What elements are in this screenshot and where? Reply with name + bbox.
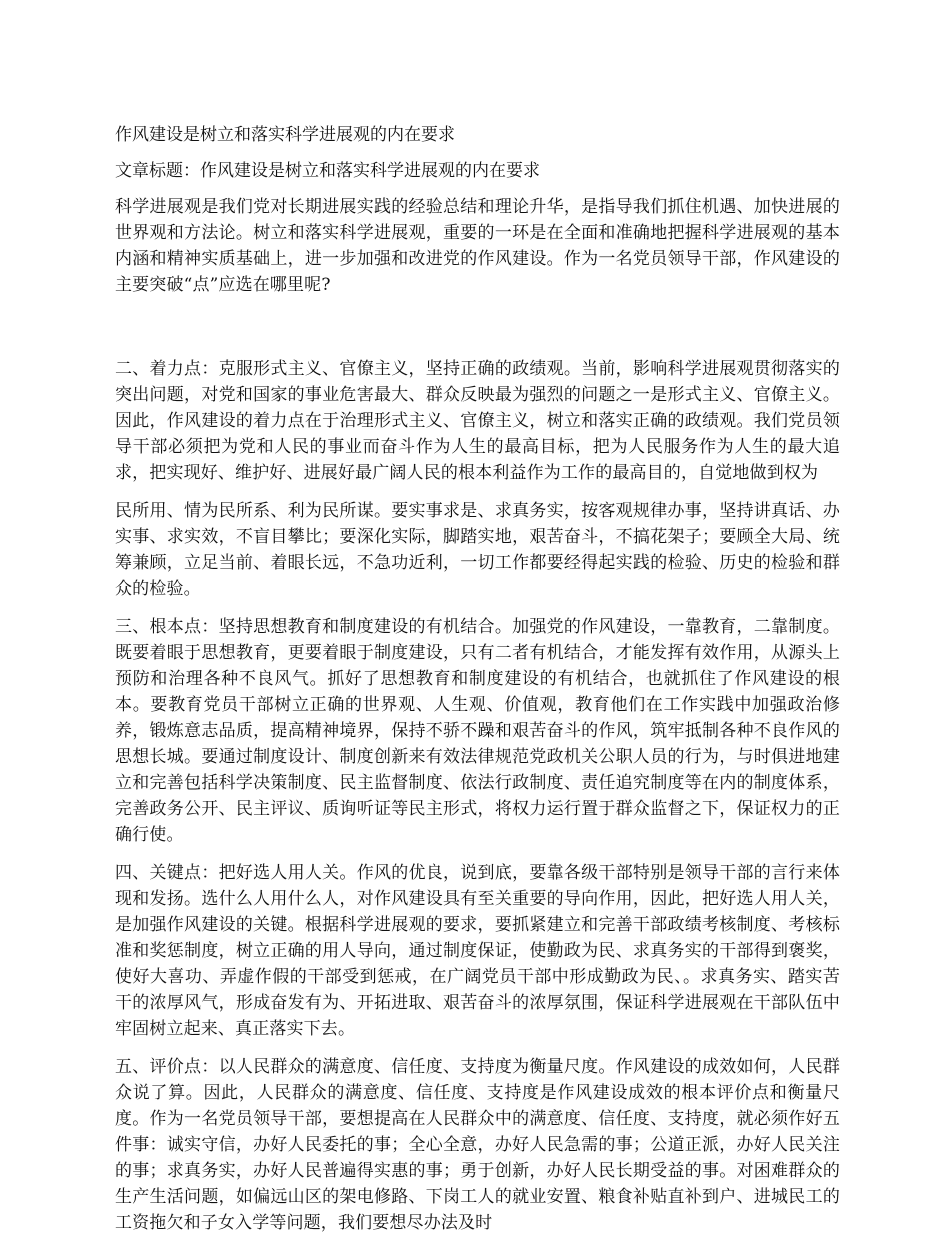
article-title: 文章标题：作风建设是树立和落实科学进展观的内在要求 [115, 161, 540, 181]
section-two-paragraph: 二、着力点：克服形式主义、官僚主义，坚持正确的政绩观。当前，影响科学进展观贯彻落实的突出问题，对党和国家的事业危害最大、群众反映最为强烈的问题之一是形式主义、官僚主义。因此，作风建设的着力点在于治理形式主义、官僚主义，树立和落实正确的政绩观。我们党员领导干部必须把为党和人民的事业而奋斗作为人生的最高目标，把为人民服务作为人生的最大追求，把实现好、维护好、进展好最广阔人民的根本利益作为工作的最高目的，自觉地做到权为 [115, 359, 840, 483]
intro-paragraph: 科学进展观是我们党对长期进展实践的经验总结和理论升华，是指导我们抓住机遇、加快进展的世界观和方法论。树立和落实科学进展观，重要的一环是在全面和准确地把握科学进展观的基本内涵和精神实质基础上，进一步加强和改进党的作风建设。作为一名党员领导干部，作风建设的主要突破“点”应选在哪里呢? [115, 197, 840, 295]
section-four-paragraph: 四、关键点：把好选人用人关。作风的优良，说到底，要靠各级干部特别是领导干部的言行来体现和发扬。选什么人用什么人，对作风建设具有至关重要的导向作用，因此，把好选人用人关，是加强作风建设的关键。根据科学进展观的要求，要抓紧建立和完善干部政绩考核制度、考核标准和奖惩制度，树立正确的用人导向，通过制度保证，使勤政为民、求真务实的干部得到褒奖，使好大喜功、弄虚作假的干部受到惩戒，在广阔党员干部中形成勤政为民、。求真务实、踏实苦干的浓厚风气，形成奋发有为、开拓进取、艰苦奋斗的浓厚氛围，保证科学进展观在干部队伍中牢固树立起来、真正落实下去。 [115, 863, 840, 1039]
section-five-paragraph: 五、评价点：以人民群众的满意度、信任度、支持度为衡量尺度。作风建设的成效如何，人民群众说了算。因此，人民群众的满意度、信任度、支持度是作风建设成效的根本评价点和衡量尺度。作为一名党员领导干部，要想提高在人民群众中的满意度、信任度、支持度，就必须作好五件事：诚实守信，办好人民委托的事；全心全意，办好人民急需的事；公道正派，办好人民关注的事；求真务实，办好人民普遍得实惠的事；勇于创新，办好人民长期受益的事。对困难群众的生产生活问题，如偏远山区的架电修路、下岗工人的就业安置、粮食补贴直补到户、进城民工的工资拖欠和子女入学等问题，我们要想尽办法及时 [115, 1057, 840, 1233]
section-three-paragraph: 三、根本点：坚持思想教育和制度建设的有机结合。加强党的作风建设，一靠教育，二靠制度。既要着眼于思想教育，更要着眼于制度建设，只有二者有机结合，才能发挥有效作用，从源头上预防和治理各种不良风气。抓好了思想教育和制度建设的有机结合，也就抓住了作风建设的根本。要教育党员干部树立正确的世界观、人生观、价值观，教育他们在工作实践中加强政治修养，锻炼意志品质，提高精神境界，保持不骄不躁和艰苦奋斗的作风，筑牢抵制各种不良作风的思想长城。要通过制度设计、制度创新来有效法律规范党政机关公职人员的行为，与时俱进地建立和完善包括科学决策制度、民主监督制度、依法行政制度、责任追究制度等在内的制度体系，完善政务公开、民主评议、质询听证等民主形式，将权力运行置于群众监督之下，保证权力的正确行使。 [115, 617, 840, 845]
section-two-continued-paragraph: 民所用、情为民所系、利为民所谋。要实事求是、求真务实，按客观规律办事，坚持讲真话、办实事、求实效，不盲目攀比；要深化实际，脚踏实地，艰苦奋斗，不搞花架子；要顾全大局、统筹兼顾，立足当前、着眼长远，不急功近利，一切工作都要经得起实践的检验、历史的检验和群众的检验。 [115, 501, 840, 599]
document-heading: 作风建设是树立和落实科学进展观的内在要求 [115, 125, 455, 145]
blank-gap [115, 310, 840, 356]
document-body [115, 122, 840, 1248]
